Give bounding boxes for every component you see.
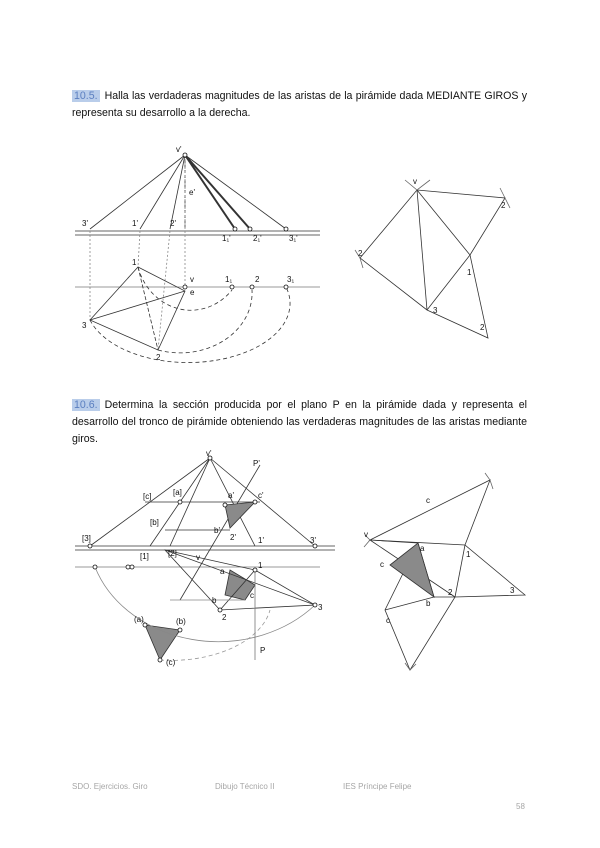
footer-course: SDO. Ejercicios. Giro <box>72 782 148 791</box>
label2-1-prime: 1' <box>258 536 264 545</box>
label2-c: c <box>250 591 254 600</box>
label2-c-bracket: [c] <box>143 492 152 501</box>
label2-v: v <box>196 553 200 562</box>
exercise-text: Halla las verdaderas magnitudes de las aristas de la pirámide dada MEDIANTE GIROS y representa su desarrollo a la derecha. <box>72 90 527 119</box>
dev1-label-v: v <box>413 177 417 186</box>
label2-2-prime: 2' <box>230 533 236 542</box>
exercise-10-5-statement <box>72 88 527 122</box>
label2-b: b <box>212 596 217 605</box>
dev2-label-c-top: c <box>426 496 430 505</box>
dev2-label-3: 3 <box>510 586 515 595</box>
label-e-prime: e' <box>189 188 195 197</box>
exercise-10-6 <box>72 397 527 448</box>
label-1-prime: 1' <box>132 219 138 228</box>
label2-3: 3 <box>318 603 323 612</box>
figure-10-5-projections <box>70 140 340 370</box>
label2-2: 2 <box>222 613 227 622</box>
dev2-label-v: v <box>364 530 368 539</box>
label2-c-paren: (c) <box>166 658 176 667</box>
figure-10-6-development <box>360 465 535 675</box>
label2-1: 1 <box>258 561 263 570</box>
dev1-label-2-left: 2 <box>358 249 363 258</box>
label-v: v <box>190 275 194 284</box>
dev2-label-c-mid: c <box>380 560 384 569</box>
dev2-label-2: 2 <box>448 588 453 597</box>
label2-c-prime: c' <box>258 491 264 500</box>
label2-b-bracket: [b] <box>150 518 159 527</box>
label-3-prime: 3' <box>82 219 88 228</box>
label2-P: P <box>260 646 266 655</box>
dev2-label-b: b <box>426 599 431 608</box>
label-1-1: 1₁ <box>225 275 233 284</box>
figure-10-6-projections <box>70 450 345 680</box>
label2-b-paren: (b) <box>176 617 186 626</box>
label-2: 2 <box>156 353 161 362</box>
dev1-label-1: 1 <box>467 268 472 277</box>
footer-school: IES Príncipe Felipe <box>343 782 412 791</box>
label-2-prime: 2' <box>170 219 176 228</box>
label2-3-prime: 3' <box>310 536 316 545</box>
page-number: 58 <box>516 802 525 811</box>
dev1-label-2-top: 2 <box>501 201 506 210</box>
exercise-number: 10.5. <box>74 90 98 102</box>
dev1-label-3: 3 <box>433 306 438 315</box>
label2-a-bracket: [a] <box>173 488 182 497</box>
exercise-number: 10.6. <box>74 399 98 411</box>
label-3: 3 <box>82 321 87 330</box>
label-1: 1 <box>132 258 137 267</box>
label-e: e <box>190 288 195 297</box>
label2-P-prime: P' <box>253 459 260 468</box>
label-v-prime: v' <box>176 145 182 154</box>
label2-2-bracket: [2] <box>168 549 177 558</box>
exercise-10-6-statement <box>72 397 527 448</box>
label2-a: a <box>220 567 225 576</box>
exercise-text: Determina la sección producida por el plano P en la pirámide dada y representa el desarrollo del tronco de pirámide obteniendo las verdaderas magnitudes de las aristas mediante giros. <box>72 399 527 445</box>
exercise-10-5 <box>72 88 527 122</box>
label2-v-prime: v' <box>206 450 212 458</box>
dev2-label-a: a <box>420 544 425 553</box>
label2-b-prime: b' <box>214 526 220 535</box>
label-3-1: 3₁ <box>287 275 295 284</box>
dev1-label-2-bottom: 2 <box>480 323 485 332</box>
dev2-label-c-bottom: c <box>386 616 390 625</box>
label2-a-prime: a' <box>228 491 234 500</box>
label-3-1-prime: 3₁' <box>289 234 298 243</box>
label2-3-bracket: [3] <box>82 534 91 543</box>
label-1-1-prime: 1₁' <box>222 234 231 243</box>
footer-subject: Dibujo Técnico II <box>215 782 275 791</box>
label-2-plan: 2 <box>255 275 260 284</box>
figure-10-5-development <box>345 170 525 350</box>
label2-1-bracket: [1] <box>140 552 149 561</box>
label2-a-paren: (a) <box>134 615 144 624</box>
label-2-1-prime: 2₁' <box>253 234 262 243</box>
dev2-label-1: 1 <box>466 550 471 559</box>
